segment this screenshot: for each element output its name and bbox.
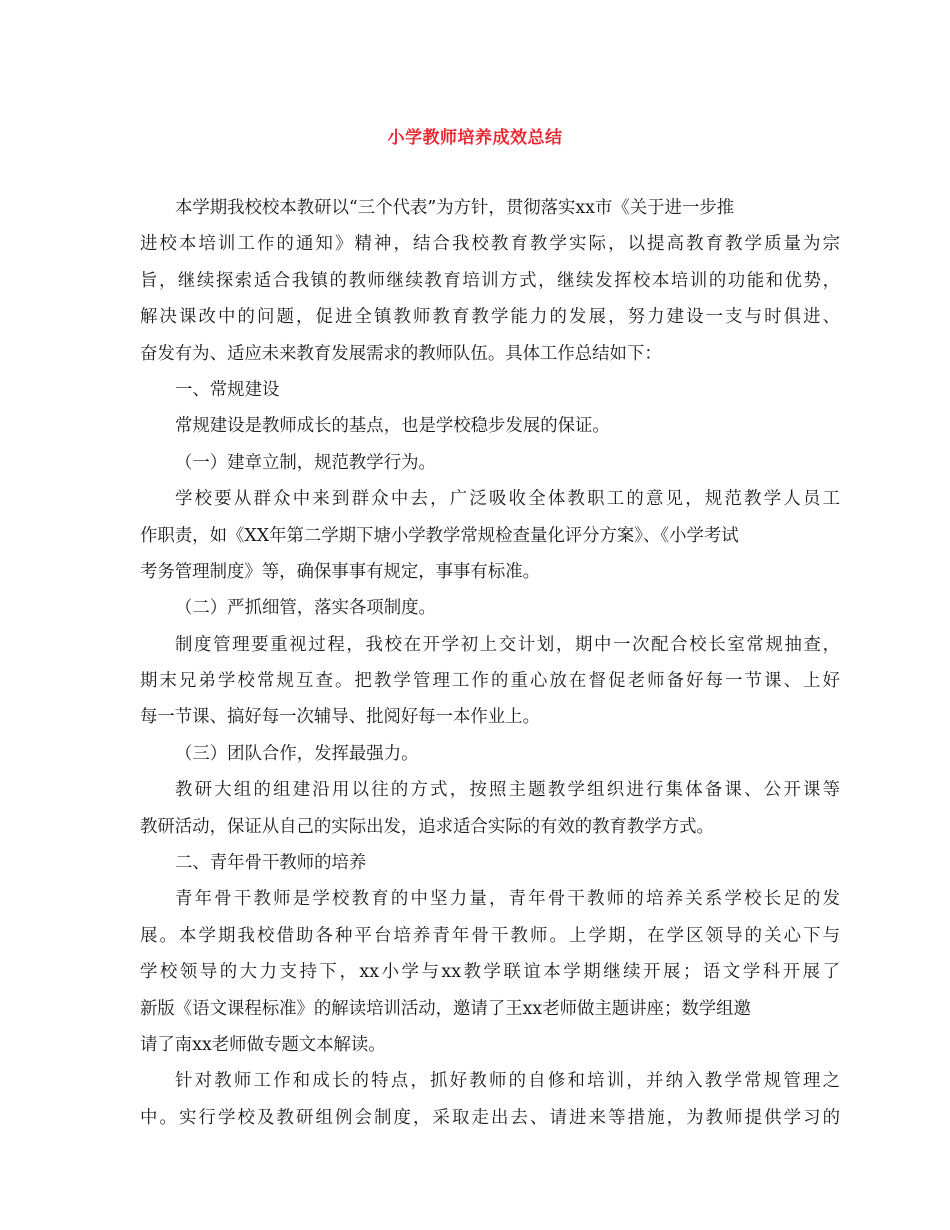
text-line: 二、青年骨干教师的培养 [175, 853, 367, 874]
text-line: （三）团队合作，发挥最强力。 [175, 743, 419, 764]
text-line: 学校要从群众中来到群众中去，广泛吸收全体教职工的意见，规范教学人员工 [175, 489, 840, 510]
text-line: （二）严抓细管，落实各项制度。 [175, 598, 436, 619]
text-line: 旨，继续探索适合我镇的教师继续教育培训方式，继续发挥校本培训的功能和优势， [140, 270, 840, 291]
text-line: 教研大组的组建沿用以往的方式，按照主题教学组织进行集体备课、公开课等 [175, 780, 840, 801]
text-line: 学校领导的大力支持下，xx小学与xx教学联谊本学期继续开展；语文学科开展了 [140, 962, 840, 983]
document-title: 小学教师培养成效总结 [387, 128, 563, 148]
text-line: 制度管理要重视过程，我校在开学初上交计划，期中一次配合校长室常规抽查， [175, 634, 840, 655]
text-line: （一）建章立制，规范教学行为。 [175, 452, 436, 473]
text-line: 青年骨干教师是学校教育的中坚力量，青年骨干教师的培养关系学校长足的发 [175, 889, 840, 910]
document-body [140, 190, 840, 1136]
text-line: 教研活动，保证从自己的实际出发，追求适合实际的有效的教育教学方式。 [140, 816, 714, 837]
text-line: 进校本培训工作的通知》精神，结合我校教育教学实际，以提高教育教学质量为宗 [140, 234, 840, 255]
text-line: 解决课改中的问题，促进全镇教师教育教学能力的发展，努力建设一支与时俱进、 [140, 307, 840, 328]
text-line: 针对教师工作和成长的特点，抓好教师的自修和培训，并纳入教学常规管理之 [175, 1071, 840, 1092]
text-line: 本学期我校校本教研以“三个代表”为方针，贯彻落实xx市《关于进一步推 [175, 198, 735, 218]
text-line: 展。本学期我校借助各种平台培养青年骨干教师。上学期，在学区领导的关心下与 [140, 925, 840, 946]
text-line: 考务管理制度》等，确保事事有规定，事事有标准。 [140, 561, 540, 582]
text-line: 作职责，如《XX年第二学期下塘小学教学常规检查量化评分方案》、《小学考试 [140, 525, 739, 546]
text-line: 奋发有为、适应未来教育发展需求的教师队伍。具体工作总结如下： [140, 343, 662, 364]
text-line: 请了南xx老师做专题文本解读。 [140, 1034, 386, 1055]
text-line: 常规建设是教师成长的基点，也是学校稳步发展的保证。 [175, 416, 610, 437]
text-line: 新版《语文课程标准》的解读培训活动，邀请了王xx老师做主题讲座；数学组邀 [140, 998, 751, 1019]
text-line: 中。实行学校及教研组例会制度，采取走出去、请进来等措施，为教师提供学习的 [140, 1107, 840, 1128]
text-line: 一、常规建设 [175, 379, 280, 400]
text-line: 每一节课、搞好每一次辅导、批阅好每一本作业上。 [140, 707, 540, 728]
text-line: 期末兄弟学校常规互查。把教学管理工作的重心放在督促老师备好每一节课、上好 [140, 671, 840, 692]
